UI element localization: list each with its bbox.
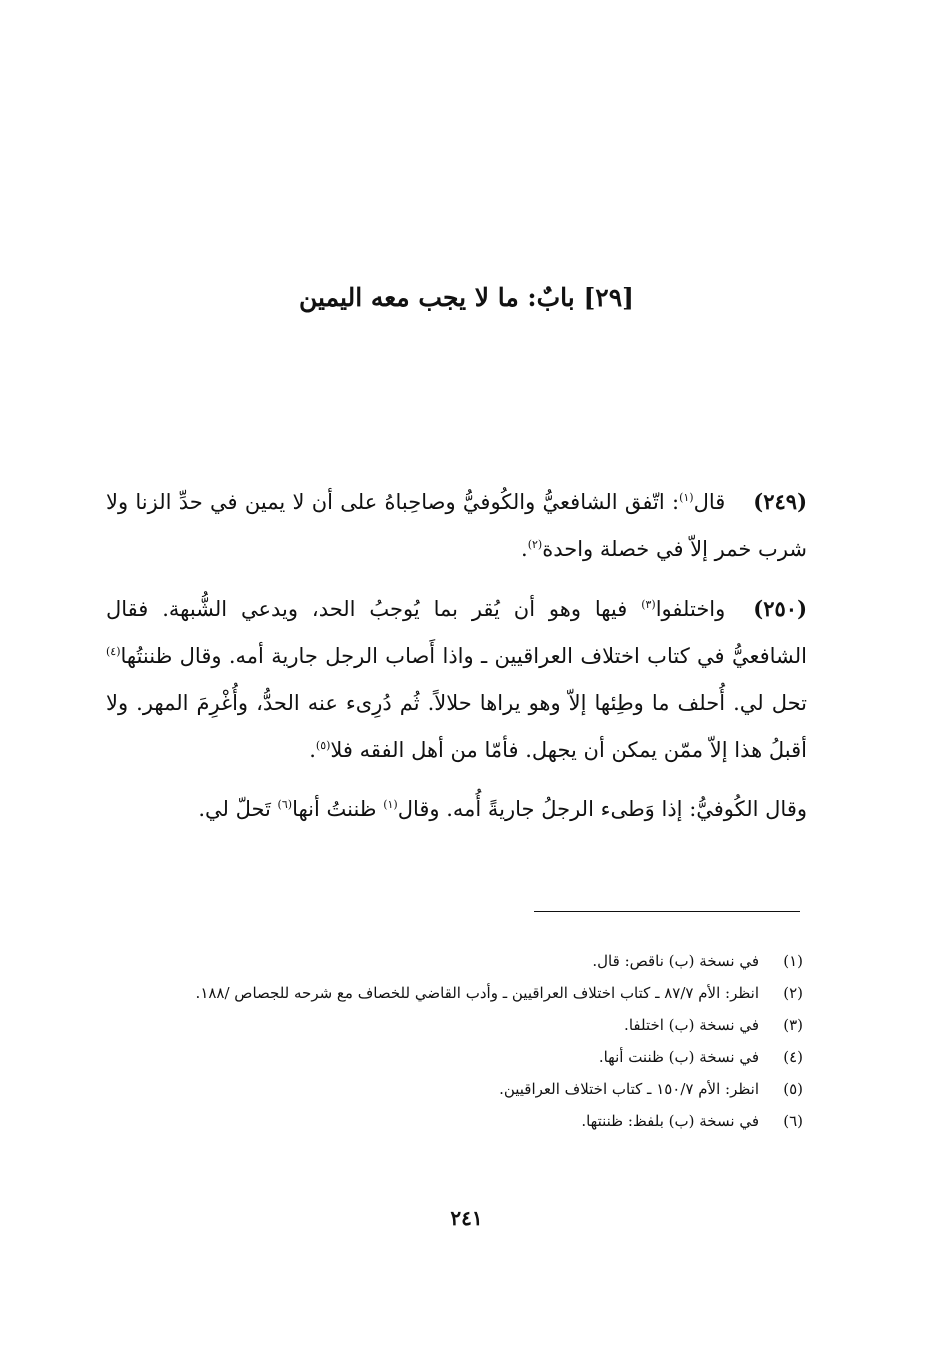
- footnote-text: في نسخة (ب) ظننت أنها.: [598, 1048, 759, 1066]
- footnote-reference[interactable]: (١): [383, 798, 398, 811]
- footnote-item: [106, 1073, 803, 1105]
- footnote-text: في نسخة (ب) ناقص: قال.: [592, 952, 759, 970]
- paragraph-number: (٢٥٠): [753, 596, 807, 621]
- footnote-item: [106, 1041, 803, 1073]
- footnote-item: [106, 977, 803, 1009]
- footnote-reference[interactable]: (٣): [641, 598, 656, 611]
- paragraph-text: .: [309, 738, 316, 762]
- footnote-text: في نسخة (ب) بلفظ: ظننتها.: [581, 1112, 759, 1130]
- paragraph-text: وقال الكُوفيُّ: إذا وَطىء الرجلُ جاريةً أُمه. وقال: [397, 797, 807, 821]
- paragraph-249: [106, 478, 807, 573]
- footnote-item: [106, 1105, 803, 1137]
- footnote-reference[interactable]: (١): [679, 491, 694, 504]
- paragraph-text: واختلفوا: [655, 597, 726, 621]
- footnotes: [106, 945, 803, 1137]
- footnote-number: (٢): [783, 984, 803, 1002]
- paragraph-text: ظننتُ أنها: [292, 797, 384, 821]
- page-number: ٢٤١: [450, 1206, 483, 1230]
- footnote-item: [106, 945, 803, 977]
- paragraph-text: تحل لي. أُحلف ما وطِئها إلاّ وهو يراها حلالاً. ثُم دُرِىء عنه الحدُّ، وأُغْرِمَ المهر. ولا أقبلُ هذا إلاّ ممّن يمكن أن يجهل. فأمّا من أهل الفقه فلا: [106, 691, 807, 762]
- paragraph-text: .: [521, 537, 528, 561]
- footnote-reference[interactable]: (٢): [527, 538, 543, 551]
- paragraph-kufi: [106, 786, 807, 833]
- footnote-number: (٣): [783, 1016, 803, 1034]
- footnote-item: [106, 1009, 803, 1041]
- paragraph-text: تَحلّ لي.: [198, 797, 278, 821]
- paragraph-text: : اتّفق الشافعيُّ والكُوفيُّ وصاحِباهُ على أن لا يمين في حدِّ الزنا ولا شرب خمر إلاّ في خصلة واحدة: [106, 490, 807, 561]
- footnote-number: (١): [783, 952, 803, 970]
- footnote-reference[interactable]: (٥): [315, 739, 331, 752]
- paragraph-number: (٢٤٩): [753, 489, 807, 514]
- footnote-number: (٦): [783, 1112, 803, 1130]
- main-text: [106, 478, 807, 845]
- footnote-reference[interactable]: (٤): [106, 645, 121, 658]
- footnote-separator: [534, 911, 800, 912]
- paragraph-250: [106, 585, 807, 774]
- footnote-number: (٥): [783, 1080, 803, 1098]
- paragraph-text: قال: [693, 490, 726, 514]
- footnote-text: انظر: الأم ١٥٠/٧ ـ كتاب اختلاف العراقيين.: [499, 1080, 759, 1098]
- footnote-text: في نسخة (ب) اختلفا.: [624, 1016, 759, 1034]
- footnote-reference[interactable]: (٦): [277, 798, 293, 811]
- paragraph-text: فيها وهو أن يُقر بما يُوجبُ الحد، ويدعي الشُّبهة. فقال الشافعيُّ في كتاب اختلاف العراقيين ـ واذا أَصاب الرجل جارية أمه. وقال ظننتُها: [106, 597, 807, 668]
- chapter-title: [٢٩] بابٌ: ما لا يجب معه اليمين: [299, 283, 634, 312]
- footnote-text: انظر: الأم ٨٧/٧ ـ كتاب اختلاف العراقيين ـ وأدب القاضي للخصاف مع شرحه للجصاص /١٨٨.: [195, 984, 759, 1002]
- footnote-number: (٤): [783, 1048, 803, 1066]
